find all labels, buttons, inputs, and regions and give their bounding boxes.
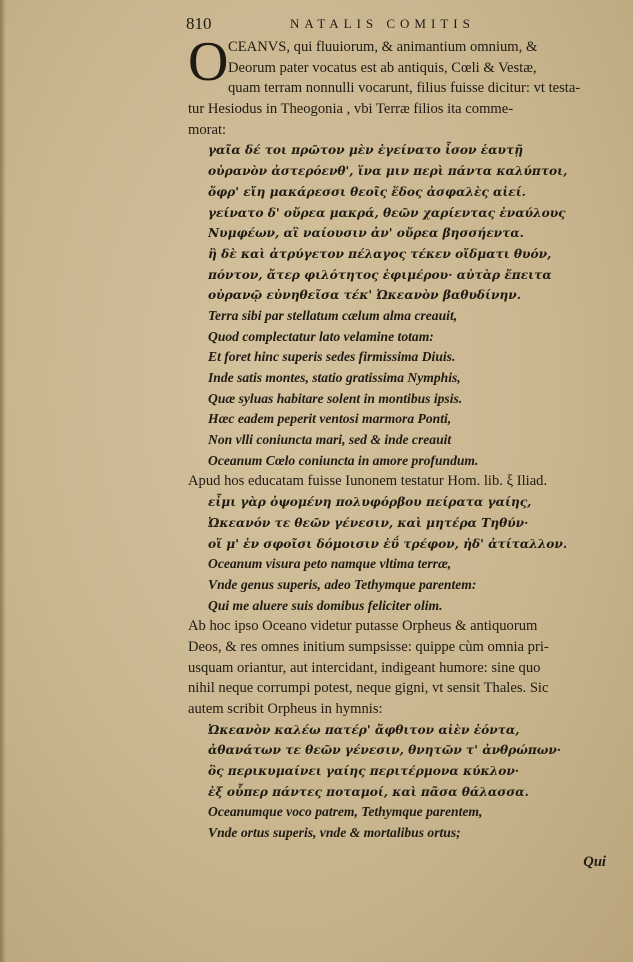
greek-line: πόντον, ἄτερ φιλότητος ἐφιμέρου· αὐτὰρ ἔπειτα bbox=[208, 267, 552, 282]
intro-line: tur Hesiodus in Theogonia , vbi Terræ filios ita comme- bbox=[188, 101, 514, 118]
latin-verse-line: Terra sibi par stellatum cælum alma creauit, bbox=[208, 307, 458, 323]
greek-line: ὃς περικυμαίνει γαίης περιτέρμονα κύκλον· bbox=[208, 764, 520, 779]
greek-line: ἀθανάτων τε θεῶν γένεσιν, θνητῶν τ' ἀνθρώπων· bbox=[208, 743, 562, 758]
prose-line: nihil neque corrumpi potest, neque gigni, vt sensit Thales. Sic bbox=[188, 680, 549, 697]
prose-line: Ab hoc ipso Oceano videtur putasse Orpheus & antiquorum bbox=[188, 618, 538, 635]
text-block bbox=[188, 31, 606, 873]
page-spine-shadow bbox=[0, 0, 6, 962]
latin-verse-block-2 bbox=[188, 554, 606, 616]
prose-paragraph bbox=[188, 616, 606, 719]
greek-verse-block-2 bbox=[188, 492, 606, 554]
latin-verse-block-3 bbox=[188, 802, 606, 843]
greek-line: Νυμφέων, αἳ ναίουσιν ἀν' οὔρεα βησσήεντα. bbox=[208, 226, 524, 241]
greek-line: Ὠκεανὸν καλέω πατέρ' ἄφθιτον αἰὲν ἐόντα, bbox=[208, 722, 520, 737]
latin-verse-line: Hæc eadem peperit ventosi marmora Ponti, bbox=[208, 411, 452, 427]
page-header bbox=[0, 14, 633, 34]
greek-verse-block-3 bbox=[188, 720, 606, 803]
latin-verse-line: Oceanum visura peto namque vltima terræ, bbox=[208, 556, 452, 572]
running-head: NATALIS COMITIS bbox=[290, 16, 475, 31]
opening-paragraph bbox=[188, 31, 606, 140]
prose-line: Deos, & res omnes initium sumpsisse: quippe cùm omnia pri- bbox=[188, 638, 549, 655]
page-number: 810 bbox=[186, 14, 212, 33]
prose-line: usquam oriantur, aut intercidant, indigeant humore: sine quo bbox=[188, 659, 541, 676]
intro-line: morat: bbox=[188, 121, 227, 138]
latin-verse-line: Vnde ortus superis, vnde & mortalibus ortus; bbox=[208, 825, 461, 841]
drop-cap: O bbox=[188, 31, 229, 93]
latin-verse-line: Quæ syluas habitare solent in montibus ipsis. bbox=[208, 390, 463, 406]
latin-verse-line: Qui me aluere suis domibus feliciter olim. bbox=[208, 597, 443, 613]
intro-line: quam terram nonnulli vocarunt, filius fuisse dicitur: vt testa- bbox=[228, 80, 581, 97]
greek-line: εἶμι γὰρ ὀψομένη πολυφόρβου πείρατα γαίης, bbox=[208, 495, 532, 510]
latin-verse-line: Oceanumque voco patrem, Tethymque parentem, bbox=[208, 804, 483, 820]
intro-line: Deorum pater vocatus est ab antiquis, Cœli & Vestæ, bbox=[228, 59, 537, 76]
latin-verse-block-1 bbox=[188, 306, 606, 472]
latin-verse-line: Inde satis montes, statio gratissima Nymphis, bbox=[208, 370, 461, 385]
greek-line: Ὠκεανόν τε θεῶν γένεσιν, καὶ μητέρα Τηθύν· bbox=[208, 515, 529, 530]
latin-verse-line: Et foret hinc superis sedes firmissima Diuis. bbox=[208, 349, 456, 365]
latin-verse-line: Vnde genus superis, adeo Tethymque parentem: bbox=[208, 576, 477, 592]
greek-line: ἐξ οὗπερ πάντες ποταμοί, καὶ πᾶσα θάλασσα. bbox=[208, 784, 529, 799]
greek-verse-block-1 bbox=[188, 140, 606, 306]
catchword: Qui bbox=[583, 853, 606, 870]
greek-line: γαῖα δέ τοι πρῶτον μὲν ἐγείνατο ἶσον ἑαυτῇ bbox=[208, 143, 524, 158]
intro-line: CEANVS, qui fluuiorum, & animantium omnium, & bbox=[228, 39, 538, 55]
greek-line: ὄφρ' εἴη μακάρεσσι θεοῖς ἕδος ἀσφαλὲς αἰεί. bbox=[208, 184, 526, 199]
latin-verse-line: Oceanum Cœlo coniuncta in amore profundum. bbox=[208, 452, 479, 468]
greek-line: ἣ δὲ καὶ ἀτρύγετον πέλαγος τέκεν οἴδματι θυόν, bbox=[208, 246, 552, 261]
greek-line: οἵ μ' ἐν σφοῖσι δόμοισιν ἐΰ τρέφον, ἠδ' ἀτίταλλον. bbox=[208, 536, 568, 551]
greek-line: οὐρανὸν ἀστερόενθ', ἵνα μιν περὶ πάντα καλύπτοι, bbox=[208, 164, 568, 179]
latin-verse-line: Quod complectatur lato velamine totam: bbox=[208, 328, 434, 344]
prose-line: autem scribit Orpheus in hymnis: bbox=[188, 701, 383, 717]
greek-line: γείνατο δ' οὔρεα μακρά, θεῶν χαρίεντας ἐναύλους bbox=[208, 205, 566, 220]
greek-line: οὐρανῷ εὐνηθεῖσα τέκ' Ὠκεανὸν βαθυδίνην. bbox=[208, 288, 521, 303]
latin-verse-line: Non vlli coniuncta mari, sed & inde creauit bbox=[208, 432, 452, 448]
prose-line: Apud hos educatam fuisse Iunonem testatur Hom. lib. ξ Iliad. bbox=[188, 473, 548, 490]
